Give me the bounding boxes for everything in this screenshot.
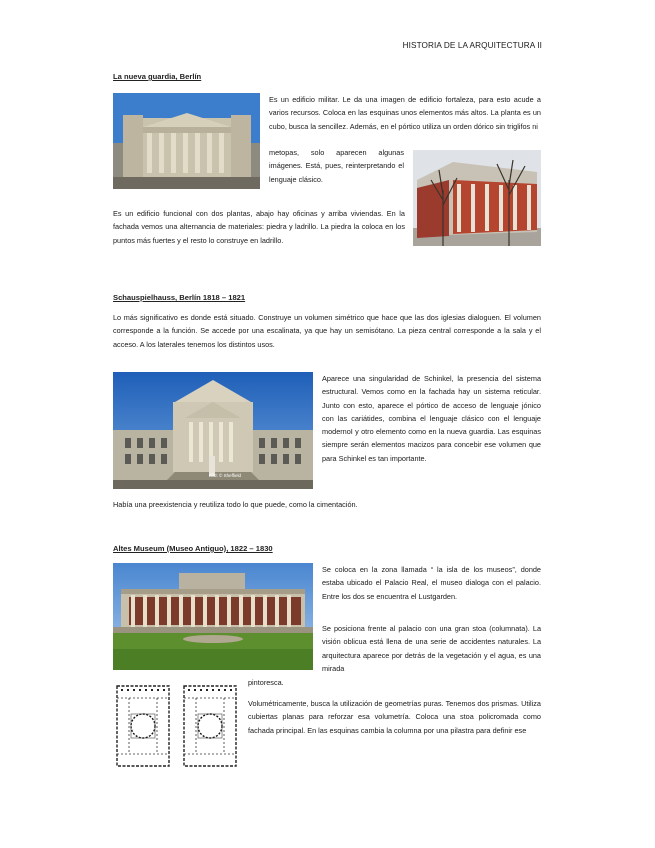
section-title-neue-wache: La nueva guardia, Berlín [113,72,202,81]
neue-wache-photo [113,93,260,189]
altes-museum-paragraph-2: Se posiciona frente al palacio con una gran stoa (columnata). La visión oblicua está llena de una serie de accidentes naturales. La arquitectura aparece por detrás de la vegetación y el agua, es una mirada [322,624,541,673]
photo-credit: Bild: © Sheffield [209,473,242,478]
altes-museum-photo [113,563,313,670]
page-header: HISTORIA DE LA ARQUITECTURA II [402,41,542,50]
altes-museum-plan-2 [180,682,240,770]
schauspielhaus-paragraph-2: Aparece una singularidad de Schinkel, la presencia del sistema estructural. Vemos como en la fachada hay un sistema reticular. Junto con esto, aparece el pórtico de acceso de lenguaje jónico con las cariátides, combina el lenguaje clásico con el lenguaje modernoI y otro elemento como en la nueva guardia. Las esquinas siempre serán elementos macizos para concebir ese volumen que para Schinkel es tan importante. [322,374,541,463]
section-title-altes-museum: Altes Museum (Museo Antiguo), 1822 – 1830 [113,544,273,553]
neue-wache-side-photo [413,150,541,246]
schauspielhaus-paragraph-1: Lo más significativo es donde está situado. Construye un volumen simétrico que hace que las dos iglesias dialoguen. El volumen corresponde a la función. Se accede por una escalinata, ya que hay un semisótano. La pieza central corresponde a la sala y el acceso. A los laterales tenemos los distintos usos. [113,313,541,349]
schauspielhaus-photo [113,372,313,489]
altes-museum-paragraph-3: Volumétricamente, busca la utilización de geometrías puras. Tenemos dos prismas. Utiliza cubiertas planas para reforzar esa volumetría. Coloca una stoa policromada como fachada principal. En las esquinas cambia la columna por una pilastra para definir ese [248,699,541,735]
altes-museum-paragraph-1: Se coloca en la zona llamada “ la isla de los museos”, donde estaba ubicado el Palacio Real, el museo dialoga con el palacio. Entre los dos se encuentra el Lustgarden. [322,565,541,601]
altes-museum-paragraph-2b: pintoresca. [248,678,284,687]
neue-wache-paragraph-1b: metopas, solo aparecen algunas imágenes. Está, pues, reinterpretando el lenguaje clásico. [269,148,404,184]
schauspielhaus-paragraph-3: Había una preexistencia y reutiliza todo lo que puede, como la cimentación. [113,500,358,509]
neue-wache-paragraph-2: Es un edificio funcional con dos plantas, abajo hay oficinas y arriba viviendas. En la fachada vemos una alternancia de materiales: piedra y ladrillo. La piedra la coloca en los puntos más fuertes y el resto lo construye en ladrillo. [113,209,405,245]
section-title-schauspielhaus: Schauspielhauss, Berlín 1818 – 1821 [113,293,246,302]
altes-museum-plan-1 [113,682,173,770]
neue-wache-paragraph-1: Es un edificio militar. Le da una imagen de edificio fortaleza, para esto acude a varios recursos. Coloca en las esquinas unos elementos más altos. La planta es un cubo, busca la sencillez. Además, en el pórtico utiliza un orden dórico sin triglifos ni [269,95,541,131]
